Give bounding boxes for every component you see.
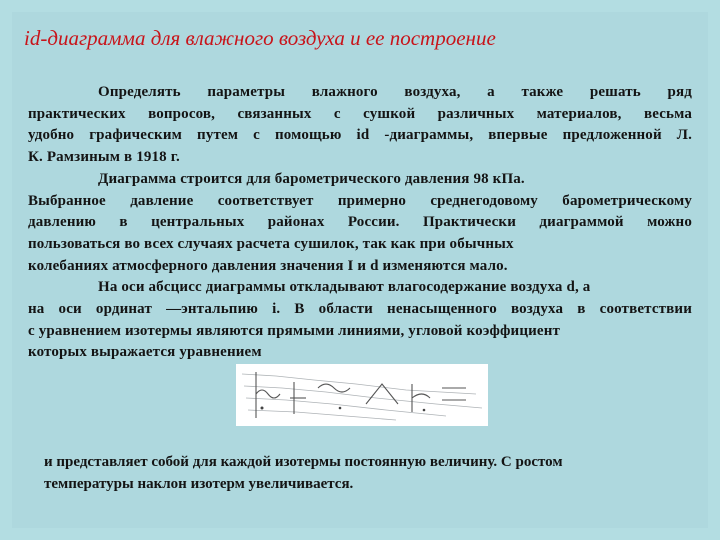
p3-line-1: На оси абсцисс диаграммы откладывают влагосодержание воздуха d, а [98, 279, 591, 296]
p2-line-5: колебаниях атмосферного давления значения I и d изменяются мало. [28, 257, 508, 274]
slide-title [24, 26, 496, 51]
p2-line-3: давлению в центральных районах России. Практически диаграммой можно [28, 214, 692, 231]
title-text: диаграмма для влажного воздуха и ее построение [47, 26, 496, 50]
p2-line-2: Выбранное давление соответствует примерно среднегодовому барометрическому [28, 192, 692, 209]
title-prefix: id- [24, 26, 48, 50]
conclusion-text [44, 452, 692, 495]
p3-line-4: которых выражается уравнением [28, 344, 262, 361]
p1-line-2: практических вопросов, связанных с сушкой различных материалов, весьма [28, 105, 692, 122]
p1-line-1: Определять параметры влажного воздуха, а также решать ряд [98, 84, 692, 100]
formula-image [236, 364, 488, 426]
p2-line-1: Диаграмма строится для барометрического давления 98 кПа. [98, 170, 525, 187]
p3-line-3: с уравнением изотермы являются прямыми линиями, угловой коэффициент [28, 322, 561, 339]
formula-sketch [236, 364, 488, 426]
p2-line-4: пользоваться во всех случаях расчета сушилок, так как при обычных [28, 235, 514, 252]
tail-line-1: и представляет собой для каждой изотермы постоянную величину. С ростом [44, 454, 563, 470]
p1-line-4: К. Рамзиным в 1918 г. [28, 149, 180, 166]
p3-line-2: на оси ординат —энтальпию i. В области ненасыщенного воздуха в соответствии [28, 301, 692, 318]
tail-line-2: температуры наклон изотерм увеличивается. [44, 475, 354, 492]
slide-body [28, 82, 692, 364]
p1-line-3: удобно графическим путем с помощью id -диаграммы, впервые предложенной Л. [28, 127, 692, 144]
